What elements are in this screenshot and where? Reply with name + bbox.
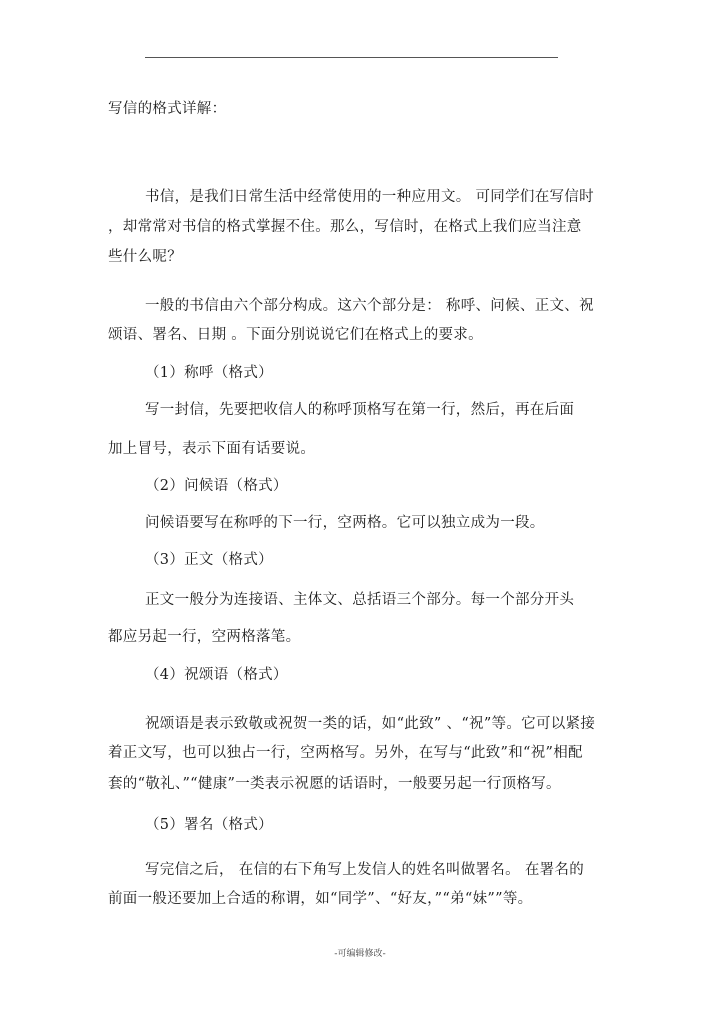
section-heading: （1）称呼（格式） xyxy=(145,365,273,381)
paragraph-line: 写完信之后， 在信的右下角写上发信人的姓名叫做署名。 在署名的 xyxy=(145,862,585,878)
paragraph-line: 些什么呢？ xyxy=(108,249,182,265)
paragraph-line: 套的“敬礼、”“健康”一类表示祝愿的话语时，一般要另起一行顶格写。 xyxy=(108,776,561,792)
document-heading: 写信的格式详解： xyxy=(108,101,227,117)
paragraph-line: 加上冒号，表示下面有话要说。 xyxy=(108,441,316,457)
paragraph-line: 一般的书信由六个部分构成。这六个部分是： 称呼、问候、正文、祝 xyxy=(145,298,594,314)
section-heading: （4）祝颂语（格式） xyxy=(145,667,288,683)
section-heading: （3）正文（格式） xyxy=(145,552,273,568)
paragraph-line: 前面一般还要加上合适的称谓，如“同学”、“好友，”“弟“妹””等。 xyxy=(108,891,533,907)
paragraph-line: 都应另起一行，空两格落笔。 xyxy=(108,629,301,645)
paragraph-line: 写一封信，先要把收信人的称呼顶格写在第一行，然后，再在后面 xyxy=(145,402,575,418)
top-rule xyxy=(145,57,558,58)
section-heading: （2）问候语（格式） xyxy=(145,478,288,494)
paragraph-line: ，却常常对书信的格式掌握不住。那么，写信时，在格式上我们应当注意 xyxy=(108,219,582,235)
paragraph-line: 正文一般分为连接语、主体文、总括语三个部分。每一个部分开头 xyxy=(145,592,575,608)
paragraph-line: 祝颂语是表示致敬或祝贺一类的话，如“此致” 、“祝”等。它可以紧接 xyxy=(145,716,596,732)
page-footer: -可编辑修改- xyxy=(334,949,386,959)
section-heading: （5）署名（格式） xyxy=(145,817,273,833)
paragraph-line: 颂语、署名、日期 。下面分别说说它们在格式上的要求。 xyxy=(108,327,483,343)
paragraph-line: 问候语要写在称呼的下一行，空两格。它可以独立成为一段。 xyxy=(145,515,545,531)
paragraph-line: 着正文写，也可以独占一行，空两格写。另外，在写与“此致”和“祝”相配 xyxy=(108,745,583,761)
paragraph-line: 书信，是我们日常生活中经常使用的一种应用文。 可同学们在写信时 xyxy=(145,189,594,205)
